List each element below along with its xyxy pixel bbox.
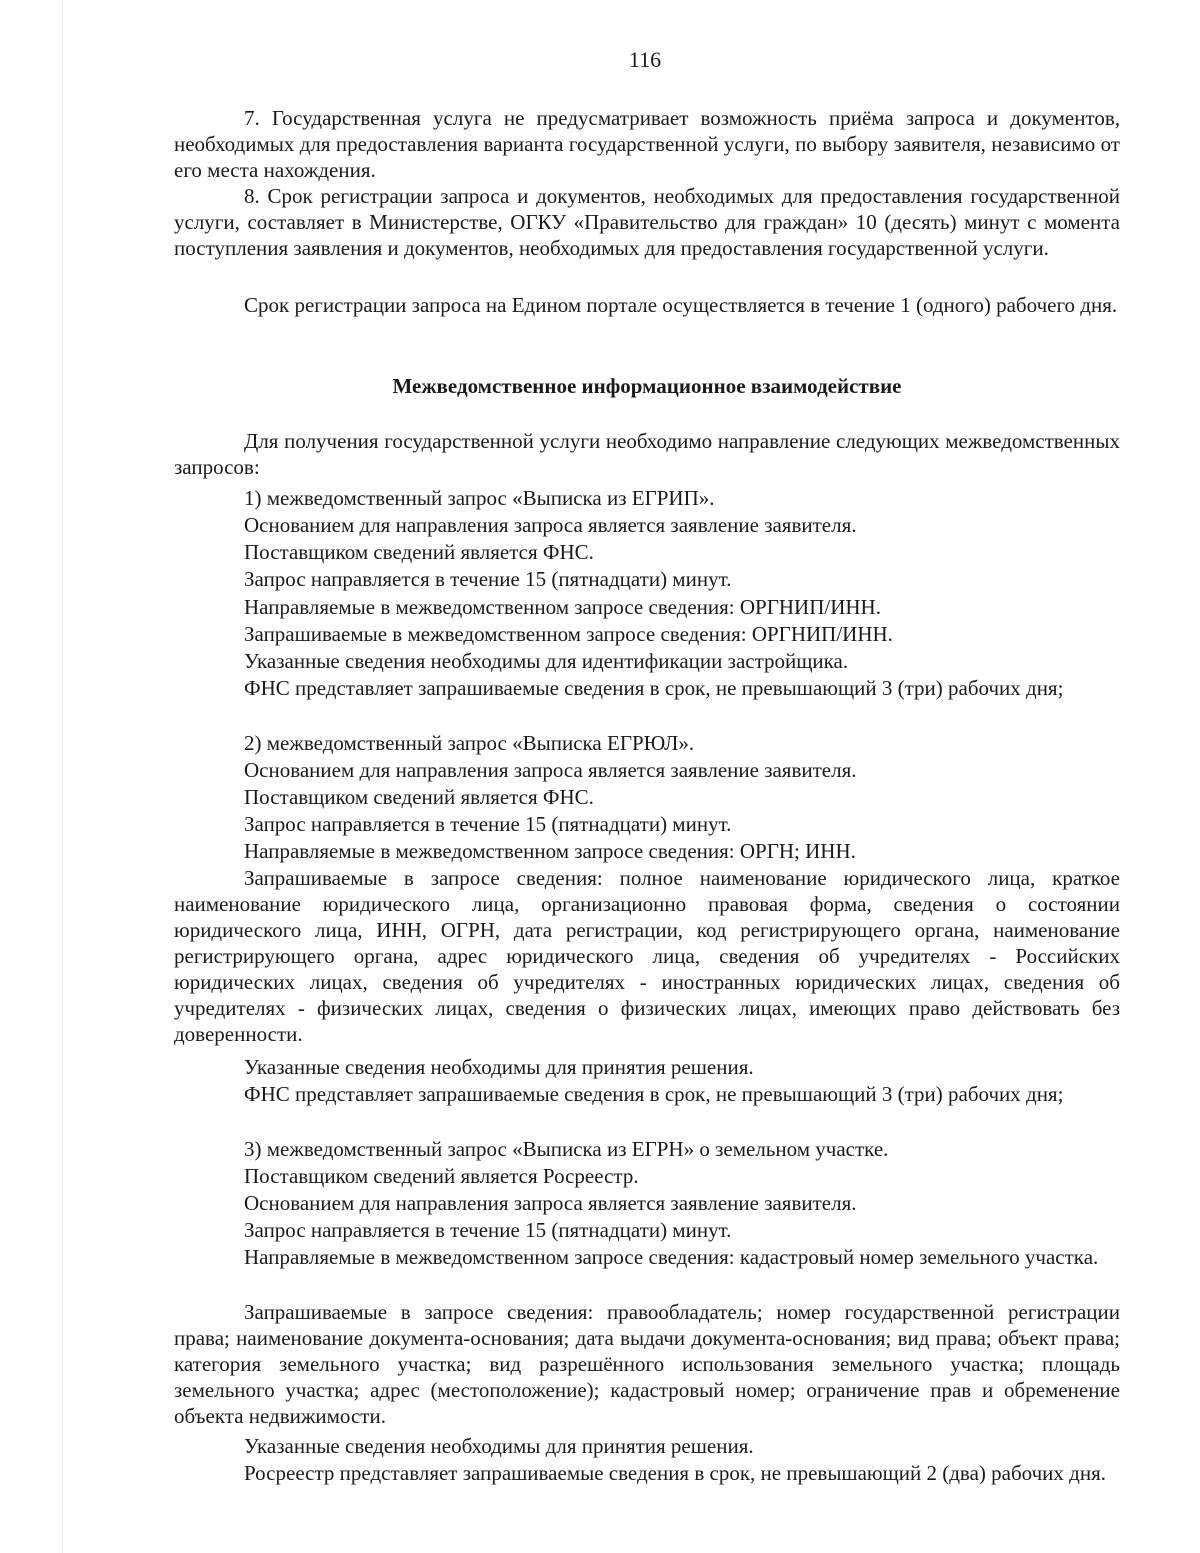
section-heading: Межведомственное информационное взаимодействие [392,374,902,398]
request-3-basis: Основанием для направления запроса является заявление заявителя. [244,1191,857,1215]
request-2-provider: Поставщиком сведений является ФНС. [244,785,594,809]
request-1-purpose: Указанные сведения необходимы для идентификации застройщика. [244,649,849,673]
paragraph-7: 7. Государственная услуга не предусматривает возможность приёма запроса и документов, необходимых для предоставления варианта государственной услуги, по выбору заявителя, независимо от его места нахождения. [174,106,1120,182]
request-1-requested-data: Запрашиваемые в межведомственном запросе сведения: ОРГНИП/ИНН. [244,622,893,646]
request-1-timing: Запрос направляется в течение 15 (пятнадцати) минут. [244,567,732,591]
request-2-sent-data: Направляемые в межведомственном запросе сведения: ОРГН; ИНН. [244,839,856,863]
request-2-timing: Запрос направляется в течение 15 (пятнадцати) минут. [244,812,732,836]
request-3-title: 3) межведомственный запрос «Выписка из ЕГРН» о земельном участке. [244,1137,889,1161]
request-2-basis: Основанием для направления запроса является заявление заявителя. [244,758,857,782]
request-3-deadline: Росреестр представляет запрашиваемые сведения в срок, не превышающий 2 (два) рабочих дня. [244,1461,1106,1485]
request-2-title: 2) межведомственный запрос «Выписка ЕГРЮЛ». [244,731,695,755]
page-number: 116 [628,47,662,72]
request-2-requested-data: Запрашиваемые в запросе сведения: полное наименование юридического лица, краткое наименование юридического лица, организационно правовая форма, сведения о состоянии юридического лица, ИНН, ОГРН, дата регистрации, код регистрирующего органа, наименование регистрирующего органа, адрес юридического лица, сведения об учредителях - Российских юридических лицах, сведения об учредителях - иностранных юридических лицах, сведения об учредителях - физических лицах, сведения о физических лицах, имеющих право действовать без доверенности. [174,866,1120,1046]
request-3-provider: Поставщиком сведений является Росреестр. [244,1164,639,1188]
request-2-deadline: ФНС представляет запрашиваемые сведения в срок, не превышающий 3 (три) рабочих дня; [244,1082,1064,1106]
scan-edge-line [62,0,63,1553]
paragraph-8: 8. Срок регистрации запроса и документов, необходимых для предоставления государственной услуги, составляет в Министерстве, ОГКУ «Правительство для граждан» 10 (десять) минут с момента поступления заявления и документов, необходимых для предоставления государственной услуги. [174,184,1120,260]
paragraph-registration-portal: Срок регистрации запроса на Едином портале осуществляется в течение 1 (одного) рабочего дня. [244,293,1118,317]
request-2-purpose: Указанные сведения необходимы для принятия решения. [244,1055,754,1079]
request-3-sent-data: Направляемые в межведомственном запросе сведения: кадастровый номер земельного участка. [244,1245,1099,1269]
request-3-requested-data: Запрашиваемые в запросе сведения: правообладатель; номер государственной регистрации права; наименование документа-основания; дата выдачи документа-основания; вид права; объект права; категория земельного участка; вид разрешённого использования земельного участка; площадь земельного участка; адрес (местоположение); кадастровый номер; ограничение прав и обременение объекта недвижимости. [174,1300,1120,1428]
request-1-provider: Поставщиком сведений является ФНС. [244,540,594,564]
request-1-deadline: ФНС представляет запрашиваемые сведения в срок, не превышающий 3 (три) рабочих дня; [244,676,1064,700]
intro-paragraph: Для получения государственной услуги необходимо направление следующих межведомственных запросов: [174,429,1120,479]
request-1-title: 1) межведомственный запрос «Выписка из ЕГРИП». [244,486,715,510]
request-3-purpose: Указанные сведения необходимы для принятия решения. [244,1434,754,1458]
request-3-timing: Запрос направляется в течение 15 (пятнадцати) минут. [244,1218,732,1242]
request-1-sent-data: Направляемые в межведомственном запросе сведения: ОРГНИП/ИНН. [244,595,881,619]
request-1-basis: Основанием для направления запроса является заявление заявителя. [244,513,857,537]
